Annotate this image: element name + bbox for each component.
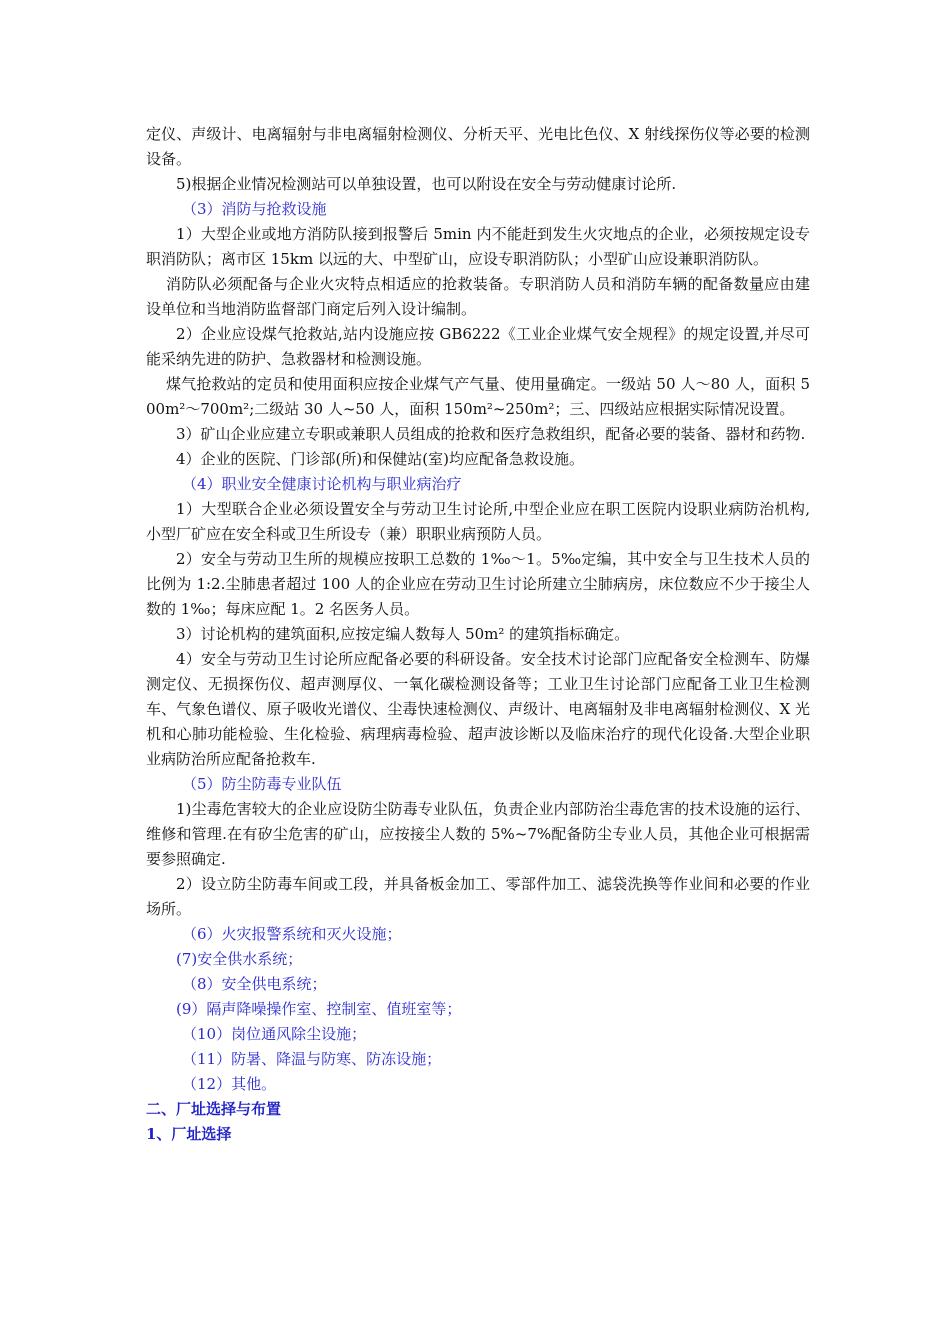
paragraph: 4）安全与劳动卫生讨论所应配备必要的科研设备。安全技术讨论部门应配备安全检测车、防爆测定仪、无损探伤仪、超声测厚仪、一氧化碳检测设备等；工业卫生讨论部门应配备工业卫生检测车、气象色谱仪、原子吸收光谱仪、尘毒快速检测仪、声级计、电离辐射及非电离辐射检测仪、X 光机和心肺功能检验、生化检验、病理病毒检验、超声波诊断以及临床治疗的现代化设备.大型企业职业病防治所应配备抢救车. [146, 650, 810, 768]
section-heading: （5）防尘防毒专业队伍 [182, 775, 342, 793]
list-item-heading: （11）防暑、降温与防寒、防冻设施； [182, 1050, 442, 1068]
paragraph: 定仪、声级计、电离辐射与非电离辐射检测仪、分析天平、光电比色仪、X 射线探伤仪等必要的检测设备。 [146, 125, 810, 168]
paragraph: 2）安全与劳动卫生所的规模应按职工总数的 1‰～1。5‰定编，其中安全与卫生技术人员的比例为 1:2.尘肺患者超过 100 人的企业应在劳动卫生讨论所建立尘肺病房，床位数应不少于接尘人数的 1‰；每床应配 1。2 名医务人员。 [146, 550, 810, 618]
paragraph: 2）设立防尘防毒车间或工段，并具备板金加工、零部件加工、滤袋洗换等作业间和必要的作业场所。 [146, 875, 810, 918]
list-item-heading: (7)安全供水系统； [176, 950, 303, 968]
paragraph: 1）大型联合企业必须设置安全与劳动卫生讨论所,中型企业应在职工医院内设职业病防治机构,小型厂矿应在安全科或卫生所设专（兼）职职业病预防人员。 [146, 500, 810, 543]
list-item-heading: （12）其他。 [182, 1075, 277, 1093]
paragraph: 5)根据企业情况检测站可以单独设置，也可以附设在安全与劳动健康讨论所. [176, 175, 677, 193]
chapter-heading: 二、厂址选择与布置 [146, 1100, 282, 1118]
paragraph: 4）企业的医院、门诊部(所)和保健站(室)均应配备急救设施。 [176, 450, 584, 468]
paragraph: 煤气抢救站的定员和使用面积应按企业煤气产气量、使用量确定。一级站 50 人～80 人，面积 500m²～700m²;二级站 30 人~50 人，面积 150m²~250m²；三、四级站应根据实际情况设置。 [146, 375, 810, 418]
list-item-heading: （6）火灾报警系统和灭火设施； [182, 925, 402, 943]
paragraph: 3）矿山企业应建立专职或兼职人员组成的抢救和医疗急救组织，配备必要的装备、器材和药物. [176, 425, 806, 443]
paragraph: 1）大型企业或地方消防队接到报警后 5min 内不能赶到发生火灾地点的企业，必须按规定设专职消防队；离市区 15km 以远的大、中型矿山，应设专职消防队；小型矿山应设兼职消防队。 [146, 225, 810, 268]
paragraph: 2）企业应设煤气抢救站,站内设施应按 GB6222《工业企业煤气安全规程》的规定设置,并尽可能采纳先进的防护、急救器材和检测设施。 [146, 325, 810, 368]
document-body [146, 122, 810, 1147]
list-item-heading: （8）安全供电系统； [182, 975, 327, 993]
paragraph: 消防队必须配备与企业火灾特点相适应的抢救装备。专职消防人员和消防车辆的配备数量应由建设单位和当地消防监督部门商定后列入设计编制。 [146, 275, 810, 318]
paragraph: 3）讨论机构的建筑面积,应按定编人数每人 50m² 的建筑指标确定。 [176, 625, 630, 643]
list-item-heading: (9）隔声降噪操作室、控制室、值班室等； [176, 1000, 462, 1018]
subsection-heading: 1、厂址选择 [146, 1125, 232, 1143]
section-heading: （3）消防与抢救设施 [182, 200, 327, 218]
section-heading: （4）职业安全健康讨论机构与职业病治疗 [182, 475, 462, 493]
paragraph: 1)尘毒危害较大的企业应设防尘防毒专业队伍，负责企业内部防治尘毒危害的技术设施的运行、维修和管理.在有矽尘危害的矿山，应按接尘人数的 5%~7%配备防尘专业人员，其他企业可根据需要参照确定. [146, 800, 810, 868]
list-item-heading: （10）岗位通风除尘设施； [182, 1025, 367, 1043]
